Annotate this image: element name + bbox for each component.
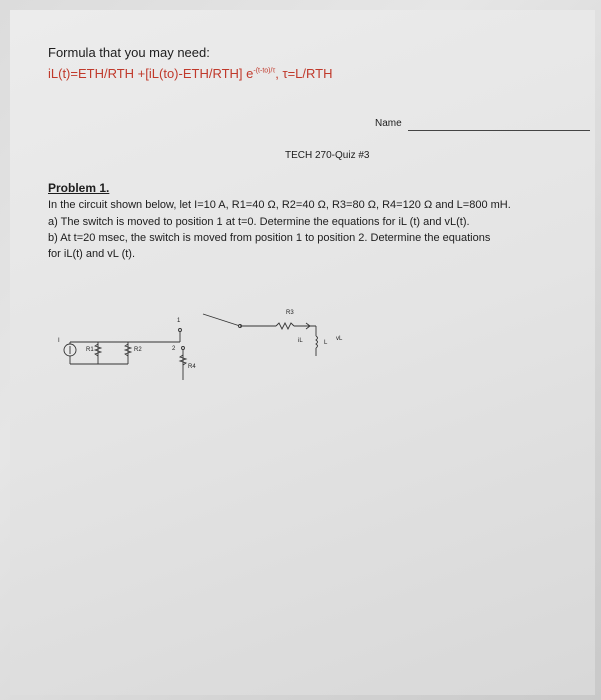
- problem-statement: In the circuit shown below, let I=10 A, R1=40 Ω, R2=40 Ω, R3=80 Ω, R4=120 Ω and L=800 mH.: [48, 199, 511, 211]
- switch-position-2: 2: [172, 346, 176, 352]
- il-label: iL: [298, 338, 303, 344]
- quiz-title: TECH 270-Quiz #3: [285, 150, 370, 161]
- name-line: [408, 130, 590, 131]
- formula-tau: , τ=L/RTH: [275, 66, 333, 81]
- problem-part-b: b) At t=20 msec, the switch is moved from position 1 to position 2. Determine the equations: [48, 232, 491, 244]
- vl-label: vL: [336, 336, 343, 342]
- name-label: Name: [375, 118, 402, 129]
- formula-main: iL(t)=ETH/RTH +[iL(to)-ETH/RTH] e: [48, 66, 254, 81]
- problem-title: Problem 1.: [48, 181, 110, 195]
- formula-exponent: -(t-to)/τ: [253, 67, 276, 75]
- formula-heading: Formula that you may need:: [48, 45, 210, 60]
- r3-label: R3: [286, 310, 294, 316]
- circuit-diagram: [58, 300, 358, 390]
- source-label: I: [58, 338, 60, 344]
- formula-text: [48, 66, 333, 81]
- inductor-label: L: [324, 340, 328, 346]
- switch-position-1: 1: [177, 318, 181, 324]
- problem-part-a: a) The switch is moved to position 1 at t=0. Determine the equations for iL (t) and vL(t).: [48, 216, 470, 228]
- r2-label: R2: [134, 347, 142, 353]
- r4-label: R4: [188, 364, 196, 370]
- r1-label: R1: [86, 347, 94, 353]
- problem-part-b-cont: for iL(t) and vL (t).: [48, 248, 136, 260]
